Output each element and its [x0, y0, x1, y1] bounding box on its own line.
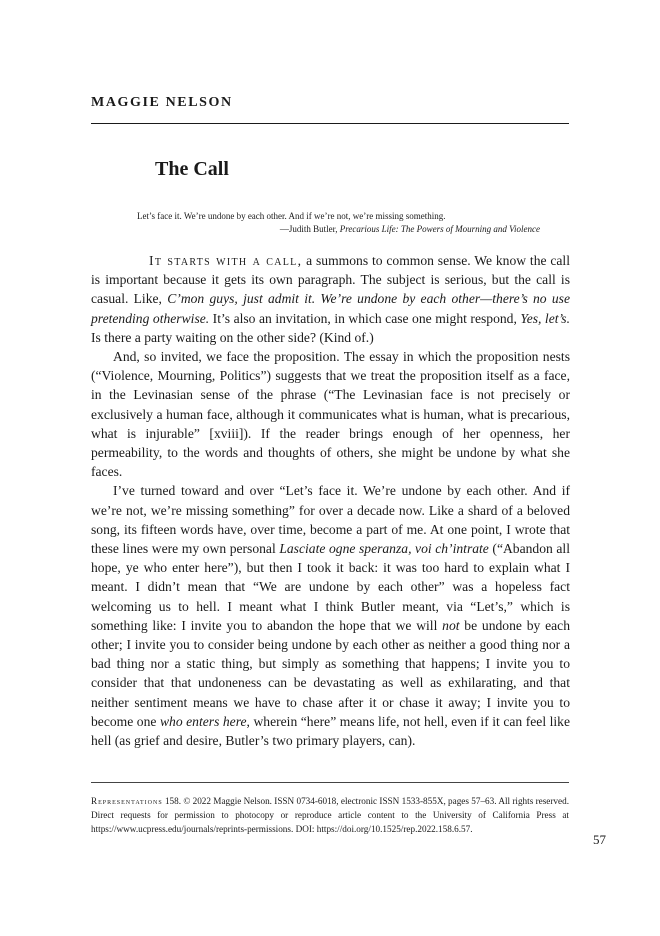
running-header-author: MAGGIE NELSON	[91, 95, 233, 110]
paragraph-3-text-c: be undone by each other; I invite you to consider being undone by each other as neither a good thing nor a bad thing nor a static thing, but simply as something that happens; I invite you to consider that that undoneness can be devastating as well as exhilarating, and that neither sentiment means we have to chase after it or chase it away; I invite you to become one	[91, 617, 570, 729]
epigraph-quote: Let’s face it. We’re undone by each other. And if we’re not, we’re missing something.	[137, 211, 446, 221]
article-body	[91, 251, 570, 750]
paragraph-3	[91, 481, 570, 750]
paragraph-1-text-b: It’s also an invitation, in which case one might respond,	[209, 310, 521, 326]
footnote-rule	[91, 782, 569, 783]
epigraph	[137, 210, 540, 236]
footnote-text: 158. © 2022 Maggie Nelson. ISSN 0734-6018, electronic ISSN 1533-855X, pages 57–63. All rights reserved. Direct requests for permission to photocopy or reproduce article content to the University of California Press at https://www.ucpress.edu/journals/reprints-permissions. DOI: https://doi.org/10.1525/rep.2022.158.6.57.	[91, 796, 569, 834]
paragraph-3-text-a: I’ve turned toward and over “Let’s face it. We’re undone by each other. And if we’re not, we’re missing something” for over a decade now. Like a shard of a beloved song, its fifteen words have, over time, become a part of me. At one point, I wrote that these lines were my own personal	[91, 483, 570, 557]
paragraph-1-text-a: a summons to common sense. We know the call is important because it gets its own paragraph. The subject is serious, but the call is casual. Like,	[91, 253, 570, 307]
publication-footnote	[91, 794, 569, 836]
paragraph-1	[91, 251, 570, 347]
lead-in-small-caps: It starts with a call,	[149, 253, 303, 268]
paragraph-1-italic-a: C’mon guys, just admit it. We’re undone by each other—there’s no use pretending otherwise.	[91, 291, 570, 326]
paragraph-1-italic-b: Yes, let’s.	[520, 310, 570, 326]
paragraph-3-italic-c: who enters here	[159, 713, 247, 729]
journal-name: Representations	[91, 796, 163, 806]
paragraph-1-text-c: Is there a party waiting on the other side? (Kind of.)	[91, 329, 374, 345]
article-title: The Call	[155, 158, 229, 180]
epigraph-source-title: Precarious Life: The Powers of Mourning and Violence	[339, 224, 540, 234]
paragraph-3-text-b: (“Abandon all hope, ye who enter here”), but then I took it back: it was too hard to explain what I meant. I didn’t mean that “We are undone by each other” was a hopeless fact welcoming us to hell. I meant what I think Butler meant, via “Let’s,” which is something like: I invite you to abandon the hope that we will	[91, 541, 570, 633]
paragraph-3-italic-b: not	[442, 617, 460, 633]
epigraph-attribution	[137, 223, 540, 236]
paragraph-2: And, so invited, we face the proposition. The essay in which the proposition nests (“Violence, Mourning, Politics”) suggests that we treat the proposition itself as a face, in the Levinasian sense of the phrase (“The Levinasian face is not precisely or exclusively a human face, although it communicates what is human, what is precarious, what is injurable” [xviii]). If the reader brings enough of her openness, her permeability, to the words and thoughts of others, she might be undone by what she faces.	[91, 349, 570, 480]
paragraph-3-italic-a: Lasciate ogne speranza, voi ch’intrate	[279, 541, 489, 557]
header-rule	[91, 123, 569, 124]
paragraph-3-text-d: , wherein “here” means life, not hell, even if it can feel like hell (as grief and desire, Butler’s two primary players, can).	[91, 713, 571, 749]
epigraph-attribution-prefix: —Judith Butler,	[279, 224, 340, 234]
page-number: 57	[593, 832, 606, 847]
